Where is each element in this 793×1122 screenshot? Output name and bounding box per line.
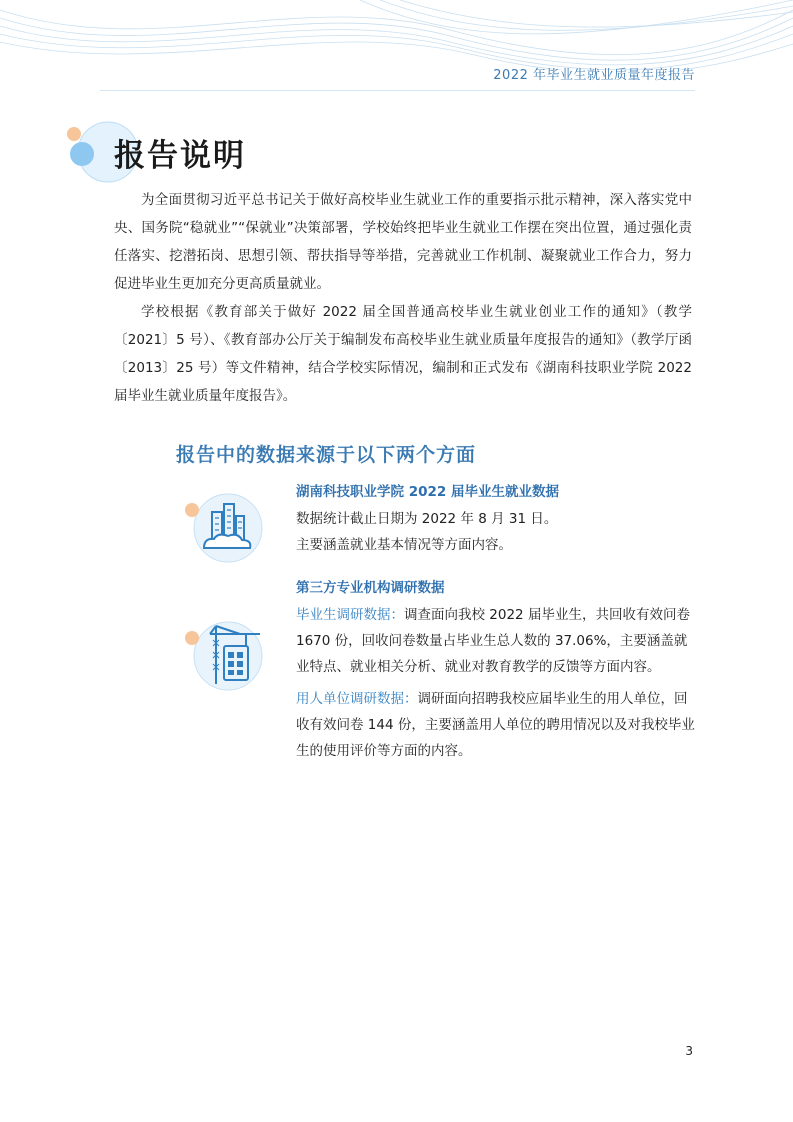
data-sources-heading: 报告中的数据来源于以下两个方面 xyxy=(176,444,477,466)
school-data-line: 主要涵盖就业基本情况等方面内容。 xyxy=(296,537,512,553)
tower-crane-tablet-icon xyxy=(180,616,270,696)
wave-lines-decoration xyxy=(0,0,793,70)
graduate-survey-text: 调查面向我校 2022 届毕业生，共回收有效问卷 1670 份，回收问卷数量占毕业生总人数的 37.06%，主要涵盖就业特点、就业相关分析、就业对教育教学的反馈等方面内容。 xyxy=(296,607,690,675)
page-number: 3 xyxy=(685,1044,693,1058)
graduate-survey-paragraph xyxy=(296,602,696,680)
graduate-survey-label: 毕业生调研数据： xyxy=(296,607,404,623)
intro-section xyxy=(114,186,692,410)
school-data-block xyxy=(296,480,696,558)
third-party-data-block xyxy=(296,576,696,764)
page-title: 报告说明 xyxy=(114,138,246,174)
school-data-heading: 湖南科技职业学院 2022 届毕业生就业数据 xyxy=(296,484,559,500)
city-cloud-icon xyxy=(180,488,270,568)
third-party-data-heading: 第三方专业机构调研数据 xyxy=(296,580,445,596)
intro-paragraph: 为全面贯彻习近平总书记关于做好高校毕业生就业工作的重要指示批示精神，深入落实党中央、国务院“稳就业”“保就业”决策部署，学校始终把毕业生就业工作摆在突出位置，通过强化责任落实、挖潜拓岗、思想引领、帮扶指导等举措，完善就业工作机制、凝聚就业工作合力，努力促进毕业生更加充分更高质量就业。 xyxy=(114,192,692,292)
employer-survey-text: 调研面向招聘我校应届毕业生的用人单位，回收有效问卷 144 份，主要涵盖用人单位的聘用情况以及对我校毕业生的使用评价等方面的内容。 xyxy=(296,691,695,759)
employer-survey-label: 用人单位调研数据： xyxy=(296,691,418,707)
school-data-line: 数据统计截止日期为 2022 年 8 月 31 日。 xyxy=(296,511,558,527)
running-header: 2022 年毕业生就业质量年度报告 xyxy=(493,68,695,83)
header-divider xyxy=(100,90,695,91)
intro-paragraph: 学校根据《教育部关于做好 2022 届全国普通高校毕业生就业创业工作的通知》（教学〔2021〕5 号）、《教育部办公厅关于编制发布高校毕业生就业质量年度报告的通知》（教学厅函〔2013〕25 号）等文件精神，结合学校实际情况，编制和正式发布《湖南科技职业学院 2022 届毕业生就业质量年度报告》。 xyxy=(114,304,692,404)
employer-survey-paragraph xyxy=(296,686,696,764)
